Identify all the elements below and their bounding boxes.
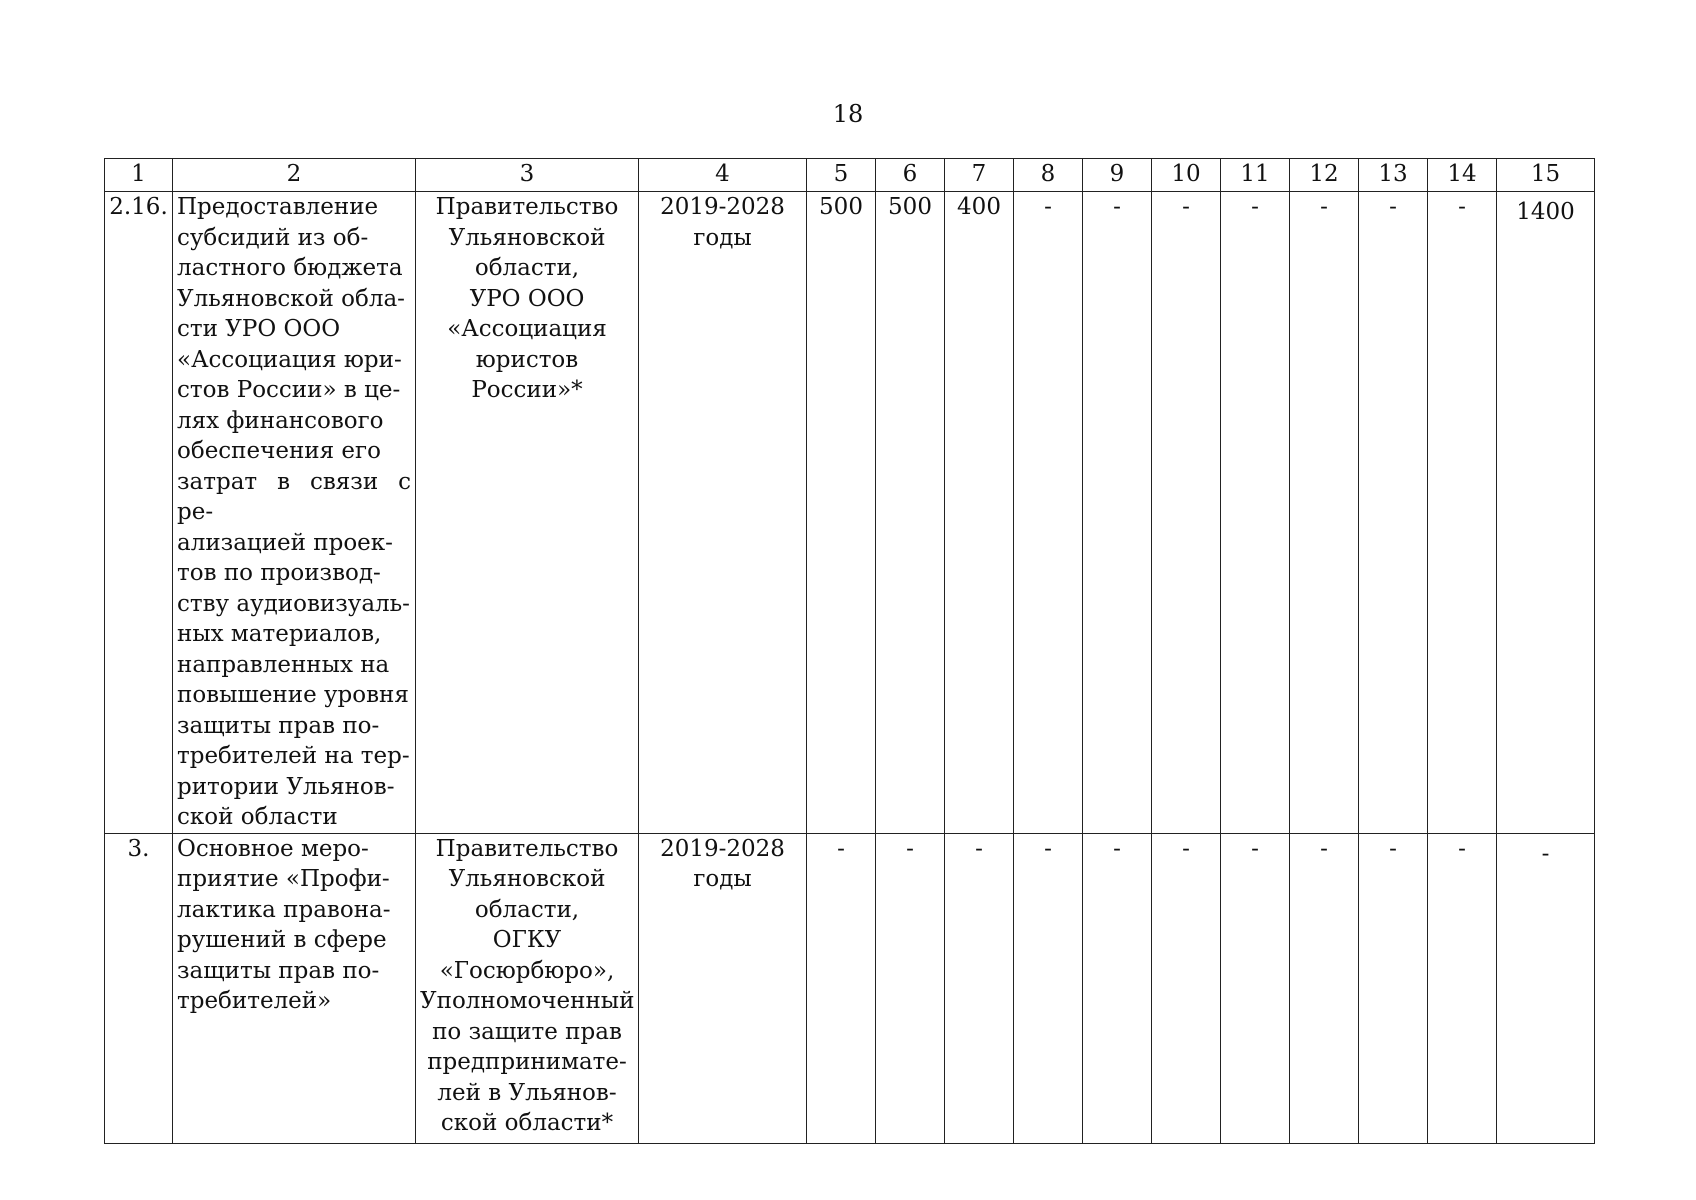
text-line: Ульяновской bbox=[448, 866, 606, 892]
value-cell: 500 bbox=[807, 192, 876, 834]
value-cell: - bbox=[1428, 833, 1497, 1143]
column-header: 1 bbox=[105, 159, 173, 192]
text-line: ству аудиовизуаль- bbox=[177, 590, 410, 617]
text-line: ОГКУ bbox=[492, 927, 562, 953]
text-line: обеспечения его bbox=[177, 438, 381, 464]
column-header: 14 bbox=[1428, 159, 1497, 192]
text-line: Правительство bbox=[435, 835, 619, 862]
plan-table bbox=[104, 158, 1595, 1144]
text-line: ластного бюджета bbox=[177, 255, 403, 281]
text-line: Основное меро- bbox=[177, 835, 369, 862]
text-line: годы bbox=[693, 224, 752, 251]
value-cell: - bbox=[876, 833, 945, 1143]
column-header: 6 bbox=[876, 159, 945, 192]
column-header: 11 bbox=[1221, 159, 1290, 192]
text-line: юристов bbox=[475, 346, 579, 373]
column-header: 13 bbox=[1359, 159, 1428, 192]
text-line: ализацией проек- bbox=[177, 529, 393, 556]
value-cell: - bbox=[1290, 192, 1359, 834]
column-header: 15 bbox=[1497, 159, 1595, 192]
total-cell: - bbox=[1497, 833, 1595, 1143]
text-line: Предоставление bbox=[177, 194, 379, 220]
column-header: 3 bbox=[416, 159, 639, 192]
text-line: Ульяновской обла- bbox=[177, 285, 405, 312]
column-header: 2 bbox=[173, 159, 416, 192]
text-line: УРО ООО bbox=[469, 285, 585, 312]
text-line: ритории Ульянов- bbox=[177, 773, 395, 800]
value-cell: - bbox=[1359, 192, 1428, 834]
column-header: 8 bbox=[1014, 159, 1083, 192]
column-header: 7 bbox=[945, 159, 1014, 192]
value-cell: - bbox=[1014, 192, 1083, 834]
value-cell: - bbox=[1083, 833, 1152, 1143]
text-line: годы bbox=[693, 866, 752, 892]
text-line: субсидий из об- bbox=[177, 224, 369, 251]
column-header: 4 bbox=[639, 159, 807, 192]
value-cell: - bbox=[1152, 192, 1221, 834]
text-line: 2019-2028 bbox=[660, 835, 785, 862]
value-cell: - bbox=[1359, 833, 1428, 1143]
text-line: защиты прав по- bbox=[177, 712, 380, 739]
text-line: Правительство bbox=[435, 194, 619, 220]
text-line: защиты прав по- bbox=[177, 957, 380, 984]
responsible-org bbox=[416, 833, 639, 1143]
period bbox=[639, 833, 807, 1143]
text-line: затрат в связи с ре- bbox=[177, 468, 411, 525]
text-line: лях финансового bbox=[177, 407, 384, 434]
column-header: 9 bbox=[1083, 159, 1152, 192]
column-header: 12 bbox=[1290, 159, 1359, 192]
text-line: тов по производ- bbox=[177, 560, 381, 586]
text-line: «Ассоциация bbox=[447, 316, 607, 342]
row-number: 2.16. bbox=[105, 192, 173, 834]
period bbox=[639, 192, 807, 834]
value-cell: - bbox=[1152, 833, 1221, 1143]
text-line: повышение уровня bbox=[177, 682, 409, 708]
text-line: сти УРО ООО bbox=[177, 316, 341, 342]
value-cell: - bbox=[1083, 192, 1152, 834]
column-header: 10 bbox=[1152, 159, 1221, 192]
text-line: приятие «Профи- bbox=[177, 866, 390, 892]
text-line: стов России» в це- bbox=[177, 377, 401, 403]
text-line: рушений в сфере bbox=[177, 927, 387, 953]
value-cell: - bbox=[945, 833, 1014, 1143]
text-line: требителей на тер- bbox=[177, 743, 410, 769]
text-line: Уполномоченный bbox=[420, 988, 635, 1014]
text-line: «Госюрбюро», bbox=[439, 957, 615, 984]
activity-name bbox=[173, 833, 416, 1143]
text-line: области, bbox=[474, 255, 580, 281]
activity-name bbox=[173, 192, 416, 834]
text-line: требителей» bbox=[177, 988, 332, 1014]
value-cell: - bbox=[807, 833, 876, 1143]
column-header: 5 bbox=[807, 159, 876, 192]
row-number: 3. bbox=[105, 833, 173, 1143]
text-line: предпринимате- bbox=[427, 1049, 627, 1075]
header-row bbox=[105, 159, 1595, 192]
value-cell: - bbox=[1221, 833, 1290, 1143]
table-row bbox=[105, 833, 1595, 1143]
value-cell: - bbox=[1290, 833, 1359, 1143]
text-line: лактика правона- bbox=[177, 896, 391, 923]
text-line: ской области bbox=[177, 804, 338, 830]
text-line: по защите прав bbox=[432, 1018, 622, 1045]
text-line: направленных на bbox=[177, 651, 390, 678]
value-cell: 400 bbox=[945, 192, 1014, 834]
text-line: области, bbox=[474, 896, 580, 923]
table-row bbox=[105, 192, 1595, 834]
responsible-org bbox=[416, 192, 639, 834]
text-line: Ульяновской bbox=[448, 224, 606, 251]
page-number: 18 bbox=[832, 100, 864, 128]
value-cell: - bbox=[1014, 833, 1083, 1143]
text-line: 2019-2028 bbox=[660, 194, 785, 220]
value-cell: 500 bbox=[876, 192, 945, 834]
text-line: ской области* bbox=[440, 1110, 614, 1136]
total-cell: 1400 bbox=[1497, 192, 1595, 834]
value-cell: - bbox=[1221, 192, 1290, 834]
text-line: России»* bbox=[471, 377, 583, 403]
text-line: ных материалов, bbox=[177, 621, 382, 647]
value-cell: - bbox=[1428, 192, 1497, 834]
text-line: лей в Ульянов- bbox=[437, 1079, 617, 1106]
text-line: «Ассоциация юри- bbox=[177, 346, 402, 373]
